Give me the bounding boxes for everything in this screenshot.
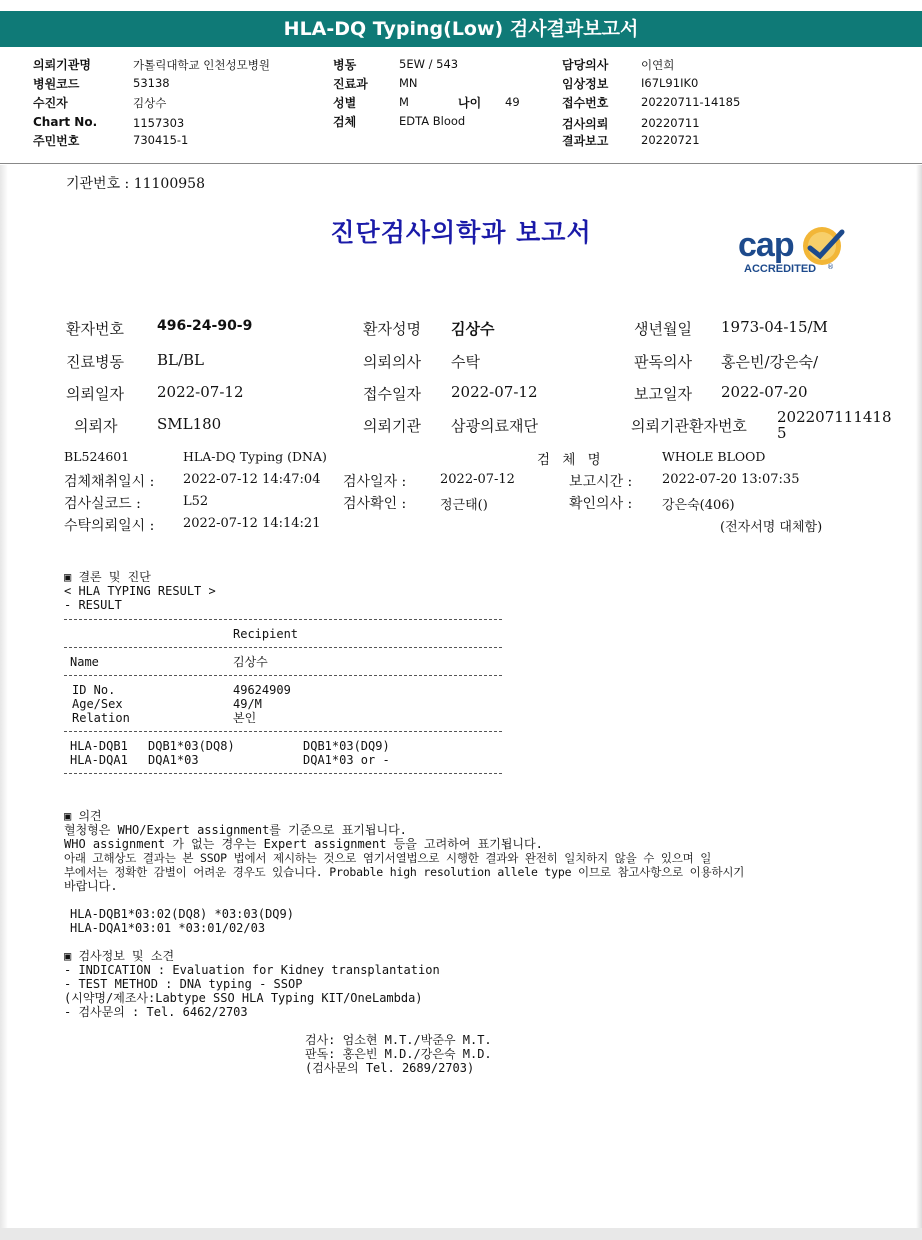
specimen-name-label: 검 체 명 [537, 452, 605, 468]
id-value: 49624909 [233, 683, 291, 697]
name-label: Name [70, 655, 99, 669]
chart-no-label: Chart No. [33, 115, 98, 129]
hr-allele-line-1: HLA-DQB1*03:02(DQ8) *03:03(DQ9) [70, 907, 294, 921]
opinion-line-2: WHO assignment 가 없는 경우는 Expert assignment 등을 고려하여 표기됩니다. [64, 837, 543, 851]
signature-line-2: 판독: 홍은빈 M.D./강은숙 M.D. [305, 1047, 492, 1061]
opinion-title: ▣ 의견 [64, 809, 102, 823]
org-pt-no-value-2: 5 [777, 424, 787, 442]
department-value: MN [399, 76, 418, 90]
ward-info-label: 진료병동 [66, 353, 124, 371]
report-title: HLA-DQ Typing(Low) 검사결과보고서 [0, 11, 922, 47]
footer-band [0, 1228, 922, 1240]
report-time-label: 보고시간 : [569, 474, 633, 490]
report-date-label: 결과보고 [562, 134, 609, 148]
confirm-label: 검사확인 : [343, 496, 407, 512]
signature-line-3: (검사문의 Tel. 2689/2703) [305, 1061, 475, 1075]
sex-label: 성별 [333, 96, 357, 110]
patient-name-label: 환자성명 [363, 320, 421, 338]
result-subtitle: < HLA TYPING RESULT > [64, 584, 216, 598]
id-label: ID No. [72, 683, 116, 697]
locus-dqb1: HLA-DQB1 [70, 739, 128, 753]
req-org-value: 삼광의료재단 [451, 417, 538, 435]
examinee-label: 수진자 [33, 96, 68, 110]
cap-registered-mark: ® [827, 263, 834, 271]
collect-value: 2022-07-12 14:47:04 [183, 472, 321, 487]
verify-value: 강은숙(406) [662, 498, 735, 513]
birth-value: 1973-04-15/M [721, 318, 828, 336]
ward-value: 5EW / 543 [399, 57, 459, 71]
agency-number: 기관번호 : 11100958 [66, 176, 205, 192]
testinfo-line-3: (시약명/제조사:Labtype SSO HLA Typing KIT/OneLambda) [64, 991, 423, 1005]
specimen-label: 검체 [333, 115, 357, 129]
req-date-value: 2022-07-12 [157, 383, 244, 401]
allele-dqb1-2: DQB1*03(DQ9) [303, 739, 390, 753]
testinfo-line-4: - 검사문의 : Tel. 6462/2703 [64, 1005, 248, 1019]
report-date-value: 20220721 [641, 133, 700, 147]
result-rule-5 [64, 773, 502, 774]
opinion-line-5: 바랍니다. [64, 879, 118, 893]
verify-label: 확인의사 : [569, 496, 633, 512]
receipt-no-label: 접수번호 [562, 96, 609, 110]
result-subtitle-2: - RESULT [64, 598, 122, 612]
req-org-label: 의뢰기관 [363, 417, 421, 435]
examinee-value: 김상수 [133, 96, 167, 110]
allele-dqa1-2: DQA1*03 or - [303, 753, 390, 767]
req-doctor-value: 수탁 [451, 353, 480, 371]
hospital-code-value: 53138 [133, 76, 170, 90]
outsource-value: 2022-07-12 14:14:21 [183, 516, 321, 531]
opinion-line-1: 혈청형은 WHO/Expert assignment를 기준으로 표기됩니다. [64, 823, 407, 837]
resident-no-value: 730415-1 [133, 133, 189, 147]
result-rule-1 [64, 619, 502, 620]
result-rule-2 [64, 647, 502, 648]
esign-note: (전자서명 대체함) [720, 520, 823, 535]
result-rule-3 [64, 675, 502, 676]
room-value: L52 [183, 494, 209, 509]
test-code: BL524601 [64, 449, 130, 464]
allele-dqa1-1: DQA1*03 [148, 753, 199, 767]
sex-value: M [399, 95, 409, 109]
age-label: 나이 [458, 96, 482, 110]
resident-no-label: 주민번호 [33, 134, 80, 148]
rcv-date-value: 2022-07-12 [451, 383, 538, 401]
clinical-info-value: I67L91IK0 [641, 76, 699, 90]
testinfo-line-2: - TEST METHOD : DNA typing - SSOP [64, 977, 303, 991]
ward-info-value: BL/BL [157, 351, 205, 369]
birth-label: 생년월일 [634, 320, 692, 338]
read-doctor-label: 판독의사 [634, 353, 692, 371]
ward-label: 병동 [333, 58, 357, 72]
institution-label: 의뢰기관명 [33, 58, 91, 72]
opinion-line-4: 부에서는 정확한 감별이 어려운 경우도 있습니다. Probable high resolution allele type 이므로 참고사항으로 이용하시기 [64, 865, 745, 879]
request-date-label: 검사의뢰 [562, 117, 609, 131]
result-section-title: ▣ 결론 및 진단 [64, 570, 151, 584]
signature-line-1: 검사: 엄소현 M.T./박준우 M.T. [305, 1033, 492, 1047]
allele-dqb1-1: DQB1*03(DQ8) [148, 739, 235, 753]
patient-name-value: 김상수 [451, 320, 495, 338]
outsource-label: 수탁의뢰일시 : [64, 518, 155, 534]
report-time-value: 2022-07-20 13:07:35 [662, 472, 800, 487]
read-doctor-value: 홍은빈/강은숙/ [721, 353, 819, 371]
rcv-date-label: 접수일자 [363, 385, 421, 403]
req-date-label: 의뢰일자 [66, 385, 124, 403]
hr-allele-line-2: HLA-DQA1*03:01 *03:01/02/03 [70, 921, 266, 935]
chart-no-value: 1157303 [133, 116, 185, 130]
specimen-name-value: WHOLE BLOOD [662, 449, 766, 464]
test-date-value: 2022-07-12 [440, 472, 515, 487]
clinical-info-label: 임상정보 [562, 77, 609, 91]
req-doctor-label: 의뢰의사 [363, 353, 421, 371]
testinfo-title: ▣ 검사정보 및 소견 [64, 949, 175, 963]
org-pt-no-value-1: 202207111418 [777, 408, 892, 426]
agesex-label: Age/Sex [72, 697, 123, 711]
result-rule-4 [64, 731, 502, 732]
rpt-date-value: 2022-07-20 [721, 383, 808, 401]
collect-label: 검체채취일시 : [64, 474, 155, 490]
requester-value: SML180 [157, 415, 222, 433]
page-shadow-left [0, 165, 8, 1230]
doctor-value: 이연희 [641, 58, 675, 72]
cap-word: cap [738, 226, 794, 264]
cap-accredited-text: ACCREDITED [744, 263, 817, 275]
header-divider [0, 163, 922, 164]
specimen-value: EDTA Blood [399, 114, 466, 128]
test-name: HLA-DQ Typing (DNA) [183, 449, 327, 464]
relation-label: Relation [72, 711, 130, 725]
org-pt-no-label: 의뢰기관환자번호 [631, 417, 747, 435]
testinfo-line-1: - INDICATION : Evaluation for Kidney transplantation [64, 963, 440, 977]
hospital-code-label: 병원코드 [33, 77, 80, 91]
age-value: 49 [505, 95, 520, 109]
page-shadow-right [916, 165, 922, 1230]
request-date-value: 20220711 [641, 116, 700, 130]
receipt-no-value: 20220711-14185 [641, 95, 741, 109]
cap-accredited-logo [736, 222, 856, 280]
institution-value: 가톨릭대학교 인천성모병원 [133, 58, 270, 72]
document-title: 진단검사의학과 보고서 [330, 218, 592, 247]
test-date-label: 검사일자 : [343, 474, 407, 490]
requester-label: 의뢰자 [74, 417, 118, 435]
name-value: 김상수 [233, 655, 268, 669]
department-label: 진료과 [333, 77, 368, 91]
patient-no-value: 496-24-90-9 [157, 318, 253, 334]
doctor-label: 담당의사 [562, 58, 609, 72]
rpt-date-label: 보고일자 [634, 385, 692, 403]
opinion-line-3: 아래 고해상도 결과는 본 SSOP 법에서 제시하는 것으로 염기서열법으로 시행한 결과와 완전히 일치하지 않을 수 있으며 일 [64, 851, 712, 865]
locus-dqa1: HLA-DQA1 [70, 753, 128, 767]
recipient-header: Recipient [233, 627, 299, 641]
patient-no-label: 환자번호 [66, 320, 124, 338]
relation-value: 본인 [233, 711, 257, 725]
room-label: 검사실코드 : [64, 496, 141, 512]
agesex-value: 49/M [233, 697, 262, 711]
confirm-value: 정근태() [440, 498, 488, 513]
